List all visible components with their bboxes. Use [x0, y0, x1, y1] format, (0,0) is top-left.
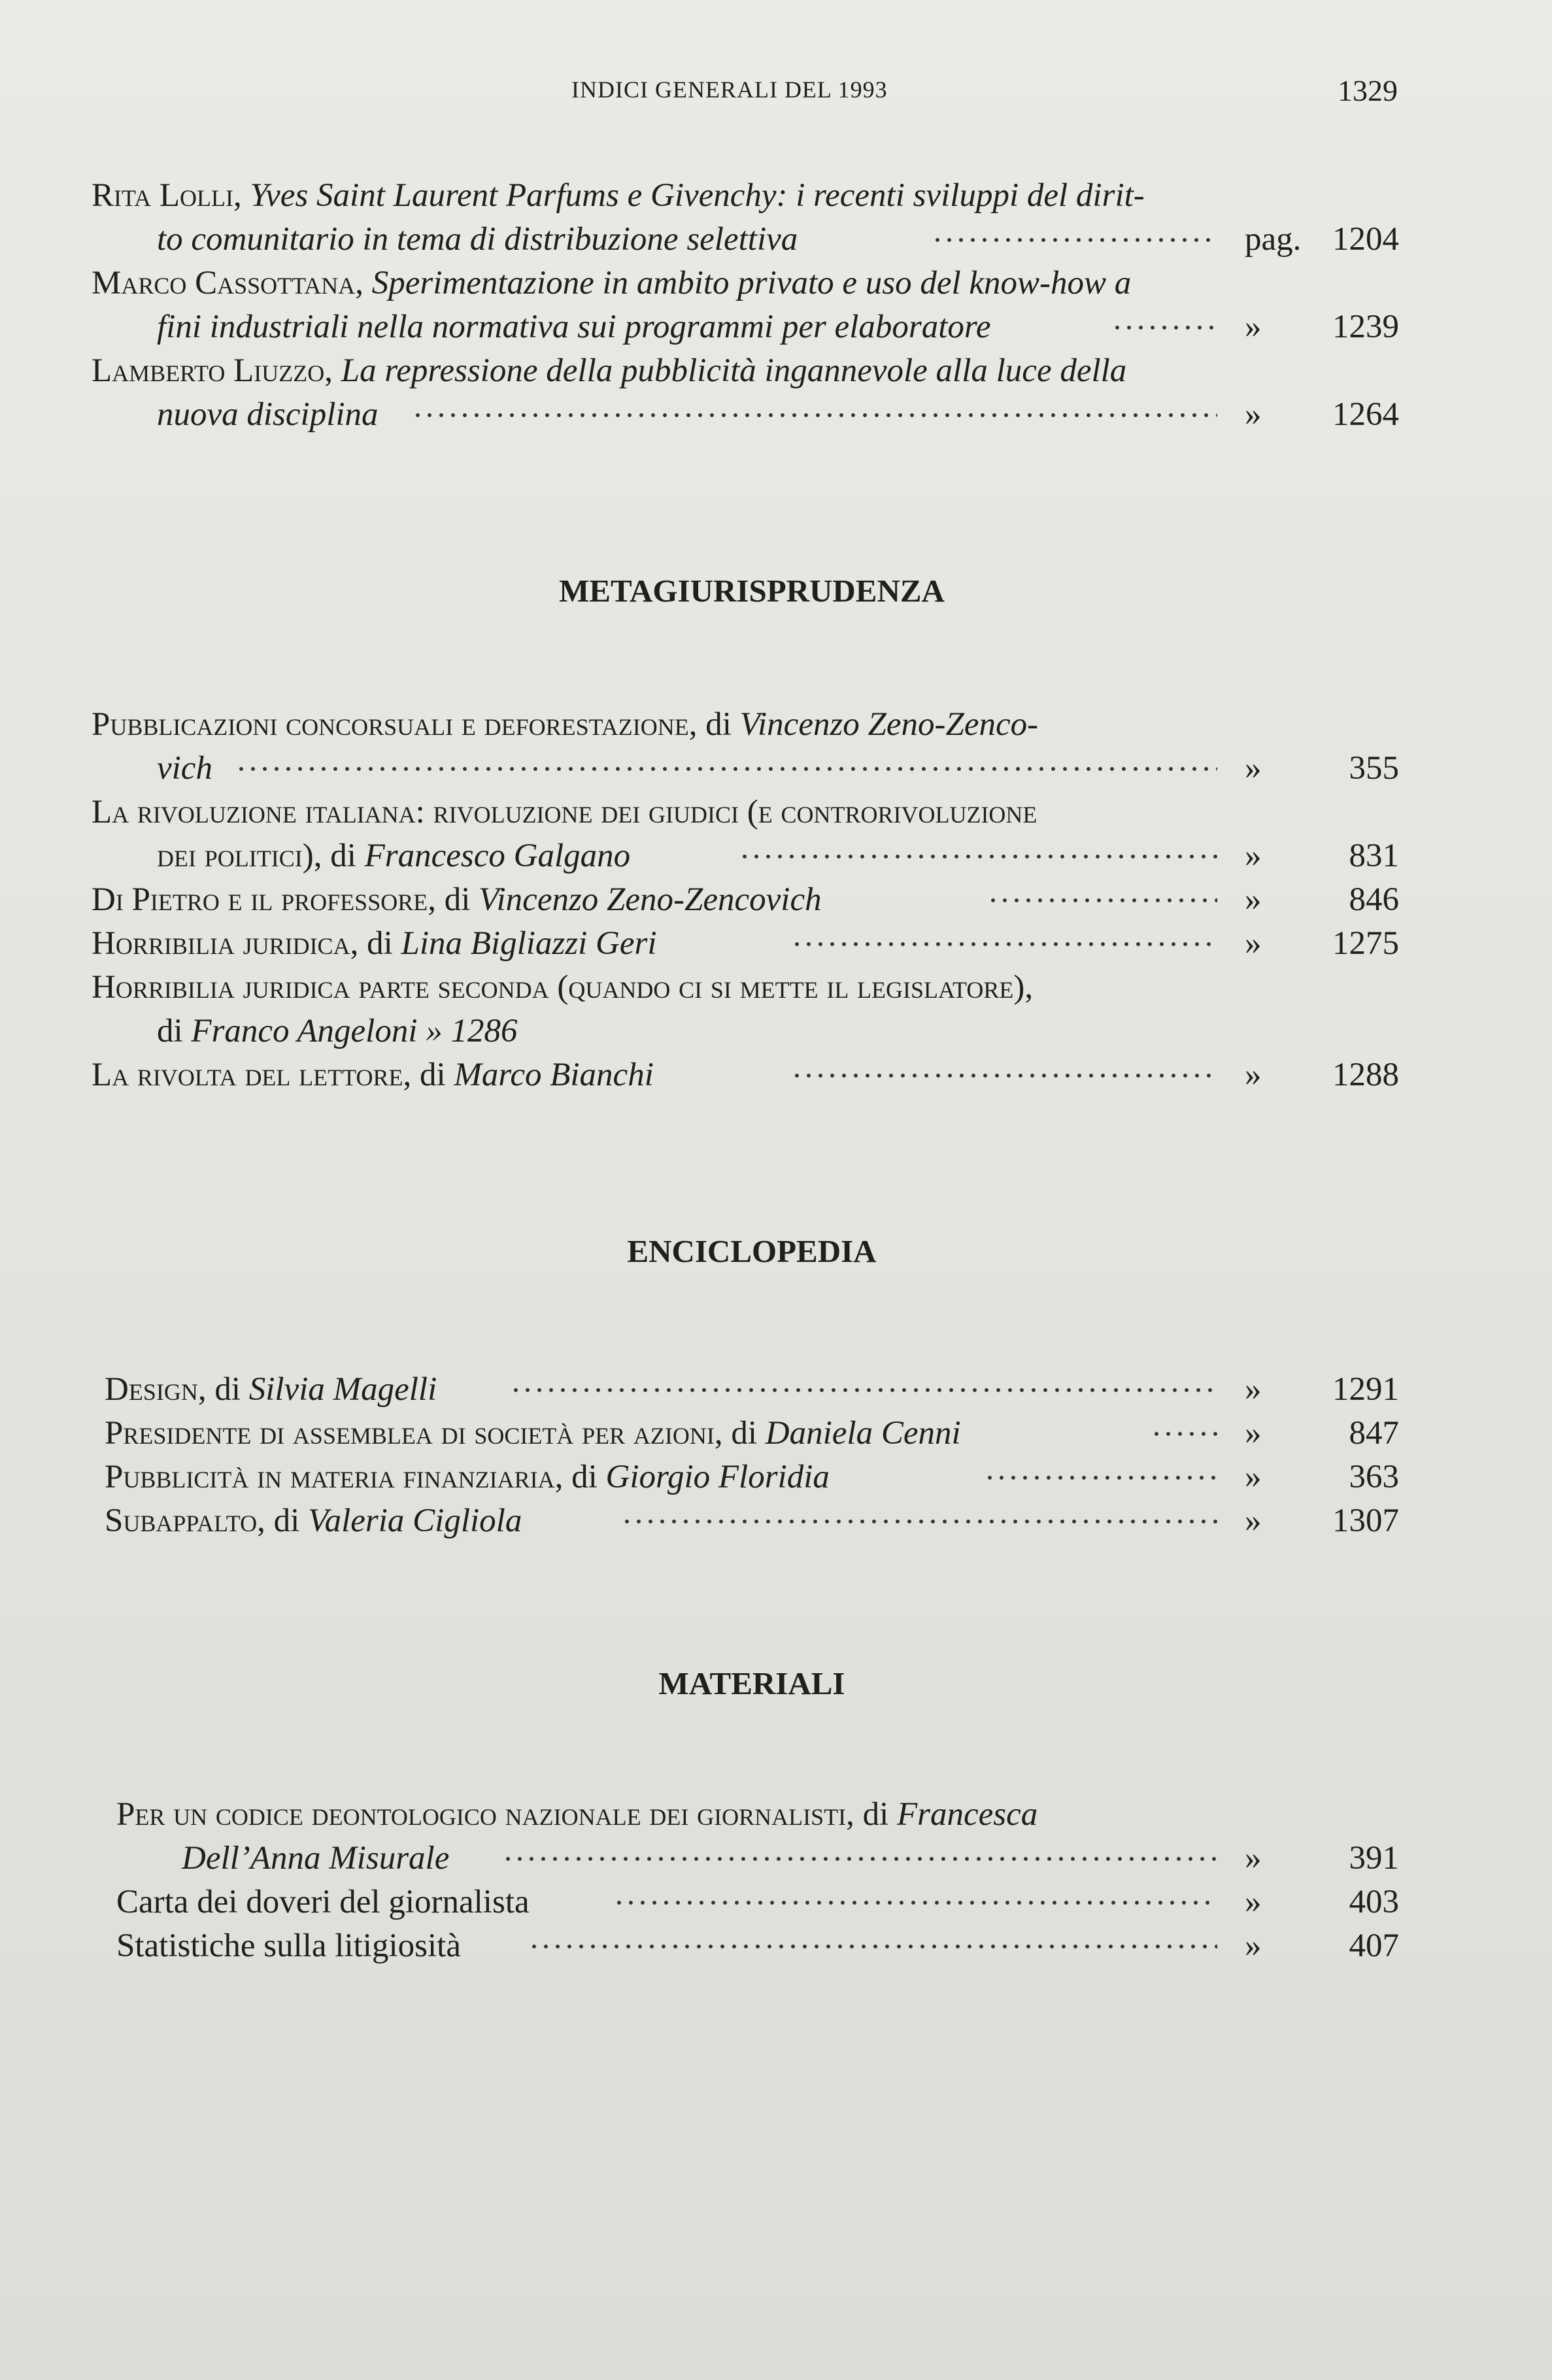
toc-entry: Subappalto, di Valeria Cigliola » 1307	[105, 1499, 1399, 1543]
toc-entry: Rita Lolli, Yves Saint Laurent Parfums e Givenchy: i recenti sviluppi del dirit- to comunitario in tema di distribuzione selettiva pag. 1204	[92, 174, 1399, 262]
section-title-enciclopedia: ENCICLOPEDIA	[627, 1233, 877, 1269]
page-ref-number: 831	[1349, 838, 1399, 874]
entry-title: Carta dei doveri del giornalista	[116, 1884, 530, 1920]
entry-author-cont: vich	[157, 750, 212, 787]
page-ref-marker: »	[1245, 1503, 1262, 1539]
page-ref-marker: »	[1245, 838, 1262, 874]
dot-leader	[791, 1073, 1217, 1078]
page-ref-marker: »	[1245, 750, 1262, 787]
toc-entry: Per un codice deontologico nazionale dei giornalisti, di Francesca Dell’Anna Misurale » 391	[116, 1793, 1399, 1880]
entry-title: Pubblicità in materia finanziaria	[105, 1459, 555, 1495]
dot-leader	[412, 413, 1217, 418]
dot-leader	[739, 854, 1217, 859]
dot-leader	[235, 766, 1217, 772]
entry-author: Franco Angeloni » 1286	[191, 1013, 518, 1049]
entry-author: Lina Bigliazzi Geri	[401, 925, 657, 962]
entry-title: Presidente di assemblea di società per azioni	[105, 1415, 715, 1452]
entry-title-cont: fini industriali nella normativa sui programmi per elaboratore	[157, 309, 991, 345]
page-ref-marker: »	[1245, 1884, 1262, 1920]
entry-title: La rivolta del lettore	[92, 1057, 403, 1093]
page-ref-marker: »	[1245, 1928, 1262, 1964]
page-ref-marker: »	[1245, 1371, 1262, 1408]
entry-author: Marco Bianchi	[454, 1057, 654, 1093]
entry-author: Lamberto Liuzzo	[92, 352, 325, 389]
entry-author-cont: Dell’Anna Misurale	[182, 1840, 450, 1877]
dot-leader	[613, 1900, 1217, 1905]
toc-entry: Presidente di assemblea di società per azioni, di Daniela Cenni » 847	[105, 1412, 1399, 1455]
entry-title: Subappalto	[105, 1503, 258, 1539]
page-ref-number: 847	[1349, 1415, 1399, 1452]
toc-entry: Lamberto Liuzzo, La repressione della pubblicità ingannevole alla luce della nuova disciplina » 1264	[92, 349, 1399, 437]
toc-entry: Pubblicità in materia finanziaria, di Giorgio Floridia » 363	[105, 1455, 1399, 1499]
dot-leader	[791, 942, 1217, 947]
entry-author: Giorgio Floridia	[605, 1459, 830, 1495]
page-number: 1329	[1338, 74, 1398, 107]
dot-leader	[932, 237, 1217, 243]
page-ref-number: 846	[1349, 881, 1399, 918]
entry-title: Yves Saint Laurent Parfums e Givenchy: i recenti sviluppi del dirit-	[250, 177, 1145, 214]
page-ref-marker: »	[1245, 1459, 1262, 1495]
entry-title: Statistiche sulla litigiosità	[116, 1928, 461, 1964]
running-head	[0, 73, 1552, 112]
entry-title: Horribilia juridica parte seconda (quando ci si mette il legislatore),	[92, 969, 1034, 1006]
dot-leader	[510, 1387, 1217, 1393]
entry-title-cont: dei politici)	[157, 838, 314, 874]
entry-author: Francesco Galgano	[364, 838, 631, 874]
toc-entry: Horribilia juridica, di Lina Bigliazzi Geri » 1275	[92, 922, 1399, 966]
page-ref-number: 1288	[1332, 1057, 1399, 1093]
entry-title-cont: to comunitario in tema di distribuzione selettiva	[157, 221, 798, 258]
page-ref-number: 1291	[1332, 1371, 1399, 1408]
entry-author: Francesca	[897, 1796, 1038, 1833]
entry-author: Valeria Cigliola	[308, 1503, 522, 1539]
dot-leader	[528, 1944, 1217, 1949]
entry-title: Horribilia juridica	[92, 925, 350, 962]
toc-entry: Design, di Silvia Magelli » 1291	[105, 1368, 1399, 1412]
toc-entry: Marco Cassottana, Sperimentazione in ambito privato e uso del know-how a fini industriali nella normativa sui programmi per elaboratore » 1239	[92, 262, 1399, 349]
page-ref-marker: »	[1245, 309, 1262, 345]
entry-title: Sperimentazione in ambito privato e uso del know-how a	[371, 265, 1132, 301]
page-ref-marker: »	[1245, 1057, 1262, 1093]
entry-title-cont: nuova disciplina	[157, 396, 379, 433]
entry-author: Rita Lolli	[92, 177, 233, 214]
dot-leader	[987, 898, 1217, 903]
entry-title: Design	[105, 1371, 198, 1408]
page-ref-number: 1275	[1332, 925, 1399, 962]
dot-leader	[1151, 1431, 1217, 1436]
entry-author: Daniela Cenni	[765, 1415, 961, 1452]
entry-author: Vincenzo Zeno-Zenco-	[739, 706, 1039, 743]
dot-leader	[621, 1519, 1217, 1524]
toc-entry: La rivoluzione italiana: rivoluzione dei giudici (e controrivoluzione dei politici), di Francesco Galgano » 831	[92, 790, 1399, 878]
running-head-title: INDICI GENERALI DEL 1993	[571, 76, 888, 103]
page-ref-marker: »	[1245, 396, 1262, 433]
toc-entry	[116, 1880, 1399, 1924]
page-ref-marker: »	[1245, 925, 1262, 962]
section-title-metagiurisprudenza: METAGIURISPRUDENZA	[559, 573, 945, 609]
page-ref-number: 407	[1349, 1928, 1399, 1964]
page-ref-number: 391	[1349, 1840, 1399, 1877]
section-title-materiali: MATERIALI	[658, 1665, 845, 1701]
toc-entry: Horribilia juridica parte seconda (quando ci si mette il legislatore), di Franco Angeloni » 1286	[92, 966, 1399, 1053]
page-ref-marker: »	[1245, 1415, 1262, 1452]
dot-leader	[502, 1856, 1217, 1862]
entry-author: Marco Cassottana	[92, 265, 356, 301]
toc-entry: Pubblicazioni concorsuali e deforestazione, di Vincenzo Zeno-Zenco- vich » 355	[92, 703, 1399, 790]
entry-author: Silvia Magelli	[248, 1371, 437, 1408]
page-ref-number: 403	[1349, 1884, 1399, 1920]
entry-author: Vincenzo Zeno-Zencovich	[479, 881, 822, 918]
page-ref-marker: »	[1245, 881, 1262, 918]
page-ref-marker: »	[1245, 1840, 1262, 1877]
page-ref-number: 1204	[1332, 221, 1399, 258]
page-ref-marker: pag.	[1245, 221, 1302, 258]
page-ref-number: 1307	[1332, 1503, 1399, 1539]
page-ref-number: 355	[1349, 750, 1399, 787]
page-ref-number: 363	[1349, 1459, 1399, 1495]
page-ref-number: 1239	[1332, 309, 1399, 345]
entry-title: Di Pietro e il professore	[92, 881, 428, 918]
entry-title: La repressione della pubblicità ingannevole alla luce della	[341, 352, 1127, 389]
dot-leader	[1111, 325, 1217, 330]
page-ref-number: 1264	[1332, 396, 1399, 433]
entry-title: Per un codice deontologico nazionale dei giornalisti	[116, 1796, 847, 1833]
entry-title: Pubblicazioni concorsuali e deforestazione	[92, 706, 689, 743]
toc-entry: La rivolta del lettore, di Marco Bianchi » 1288	[92, 1053, 1399, 1097]
toc-entry	[116, 1924, 1399, 1968]
entry-title: La rivoluzione italiana: rivoluzione dei giudici (e controrivoluzione	[92, 794, 1037, 830]
toc-entry: Di Pietro e il professore, di Vincenzo Zeno-Zencovich » 846	[92, 878, 1399, 922]
dot-leader	[984, 1475, 1217, 1480]
